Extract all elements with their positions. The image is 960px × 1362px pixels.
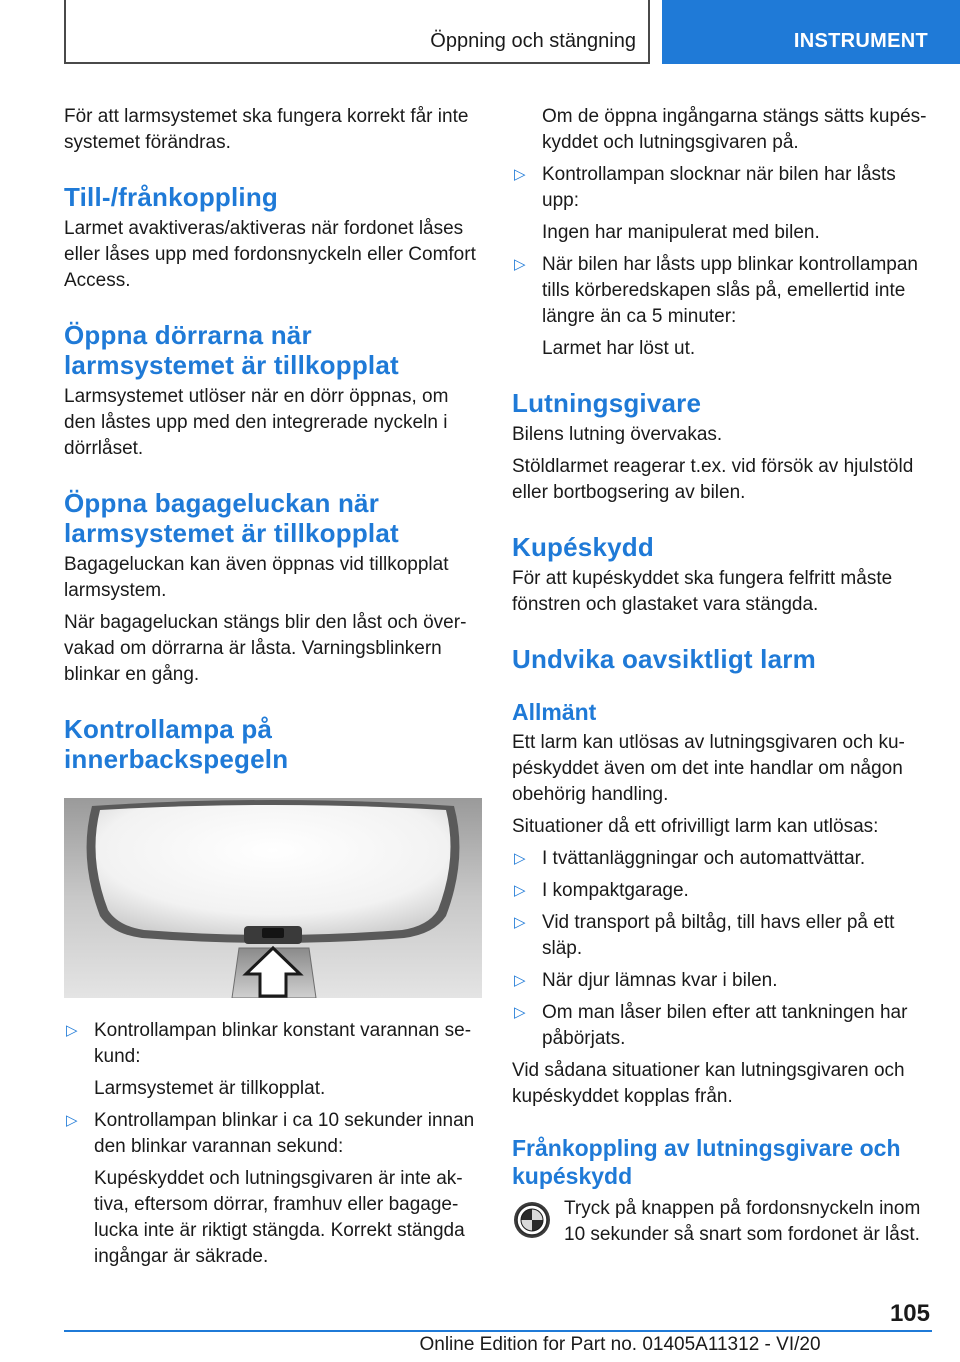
bullet-result: Ingen har manipulerat med bilen. bbox=[542, 222, 820, 243]
right-column bbox=[512, 104, 930, 1248]
list-item bbox=[512, 878, 930, 904]
heading-kontrollampa: Kontrollampa på innerbackspegeln bbox=[64, 714, 289, 774]
bullet-triangle-icon: ▷ bbox=[514, 850, 526, 867]
bullet-triangle-icon: ▷ bbox=[514, 166, 526, 183]
continued-text: Om de öppna ingångarna stängs sätts kupéskyddet och lutningsgivaren på. bbox=[542, 106, 927, 153]
bullet-triangle-icon: ▷ bbox=[514, 256, 526, 273]
text-bagagelucka-2: När bagageluckan stängs blir den låst och övervakad om dörrarna är låsta. Varningsblinkern blinkar en gång. bbox=[64, 612, 467, 685]
bullet-text: Kontrollampan blinkar i ca 10 sekunder innan den blinkar varannan sekund: bbox=[94, 1110, 475, 1157]
bullet-result: Larmsystemet är tillkopplat. bbox=[94, 1078, 326, 1099]
bmw-key-icon bbox=[512, 1200, 552, 1240]
heading-oppna-bagageluckan: Öppna bagageluckan när larmsystemet är tillkopplat bbox=[64, 488, 399, 548]
text-lutningsgivare-1: Bilens lutning övervakas. bbox=[512, 424, 723, 445]
list-item-text: När djur lämnas kvar i bilen. bbox=[542, 970, 778, 991]
bullet-triangle-icon: ▷ bbox=[514, 914, 526, 931]
bullet-triangle-icon: ▷ bbox=[514, 1004, 526, 1021]
bullet-text: Kontrollampan blinkar konstant varannan sekund: bbox=[94, 1020, 472, 1067]
text-allmant-3: Vid sådana situationer kan lutningsgivaren och kupéskyddet kopplas från. bbox=[512, 1060, 905, 1107]
text-lutningsgivare-2: Stöldlarmet reagerar t.ex. vid försök av hjulstöld eller bortbogsering av bilen. bbox=[512, 456, 914, 503]
bullet-item bbox=[512, 252, 930, 362]
bullet-item bbox=[512, 162, 930, 246]
page-number: 105 bbox=[889, 1300, 930, 1327]
heading-undvika-larm: Undvika oavsiktligt larm bbox=[512, 644, 816, 674]
heading-kupeskydd: Kupéskydd bbox=[512, 532, 654, 562]
footer-divider bbox=[64, 1330, 932, 1332]
text-allmant-2: Situationer då ett ofrivilligt larm kan utlösas: bbox=[512, 816, 879, 837]
key-instruction-text: Tryck på knappen på fordonsnyckeln inom 10 sekunder så snart som fordonet är låst. bbox=[564, 1198, 921, 1245]
bullet-text: Kontrollampan slocknar när bilen har låsts upp: bbox=[542, 164, 896, 211]
text-allmant-1: Ett larm kan utlösas av lutningsgivaren och kupéskyddet även om det inte handlar om någon obehörig handling. bbox=[512, 732, 905, 805]
left-column bbox=[64, 104, 482, 1276]
heading-till-frankoppling: Till-/frånkoppling bbox=[64, 182, 278, 212]
heading-lutningsgivare: Lutningsgivare bbox=[512, 388, 702, 418]
header-section-title: Öppning och stängning bbox=[430, 30, 636, 52]
bullet-result: Larmet har löst ut. bbox=[542, 338, 696, 359]
heading-frankoppling-lutningsgivare: Frånkoppling av lutningsgivare och kupéskydd bbox=[512, 1135, 901, 1189]
bullet-item bbox=[64, 1108, 482, 1270]
key-instruction bbox=[512, 1196, 930, 1248]
list-item-text: I kompaktgarage. bbox=[542, 880, 689, 901]
bullet-text: När bilen har låsts upp blinkar kontrollampan tills körberedskapen slås på, emellertid inte längre än ca 5 minuter: bbox=[542, 254, 918, 327]
intro-text: För att larmsystemet ska fungera korrekt får inte systemet förändras. bbox=[64, 106, 469, 153]
bullet-triangle-icon: ▷ bbox=[514, 972, 526, 989]
header-chapter-tab[interactable] bbox=[662, 0, 960, 64]
rear-view-mirror-illustration bbox=[64, 798, 482, 998]
bullet-triangle-icon: ▷ bbox=[514, 882, 526, 899]
list-item bbox=[512, 1000, 930, 1052]
text-kupeskydd: För att kupéskyddet ska fungera felfritt måste fönstren och glastaket vara stängda. bbox=[512, 568, 893, 615]
heading-allmant: Allmänt bbox=[512, 699, 597, 725]
footer-edition: Online Edition for Part no. 01405A11312 - VI/20 bbox=[419, 1334, 821, 1355]
list-item-text: I tvättanläggningar och automattvättar. bbox=[542, 848, 866, 869]
bullet-item bbox=[64, 1018, 482, 1102]
list-item-text: Vid transport på biltåg, till havs eller på ett släp. bbox=[542, 912, 895, 959]
list-item-text: Om man låser bilen efter att tankningen har påbörjats. bbox=[542, 1002, 908, 1049]
header-chapter-label: INSTRUMENT bbox=[793, 30, 928, 52]
bullet-triangle-icon: ▷ bbox=[66, 1022, 78, 1039]
list-item bbox=[512, 910, 930, 962]
text-bagagelucka-1: Bagageluckan kan även öppnas vid tillkopplat larmsystem. bbox=[64, 554, 449, 601]
text-till-frankoppling: Larmet avaktiveras/aktiveras när fordonet låses eller låses upp med fordonsnyckeln eller Comfort Access. bbox=[64, 218, 476, 291]
text-oppna-dorrarna: Larmsystemet utlöser när en dörr öppnas, om den låstes upp med den integrerade nyckeln i dörrlåset. bbox=[64, 386, 449, 459]
heading-oppna-dorrarna: Öppna dörrarna när larmsystemet är tillkopplat bbox=[64, 320, 399, 380]
bullet-result: Kupéskyddet och lutningsgivaren är inte aktiva, eftersom dörrar, framhuv eller bagagelucka inte är riktigt stängda. Korrekt stängda ingångar är säkrade. bbox=[94, 1168, 465, 1267]
list-item bbox=[512, 846, 930, 872]
bullet-triangle-icon: ▷ bbox=[66, 1112, 78, 1129]
list-item bbox=[512, 968, 930, 994]
